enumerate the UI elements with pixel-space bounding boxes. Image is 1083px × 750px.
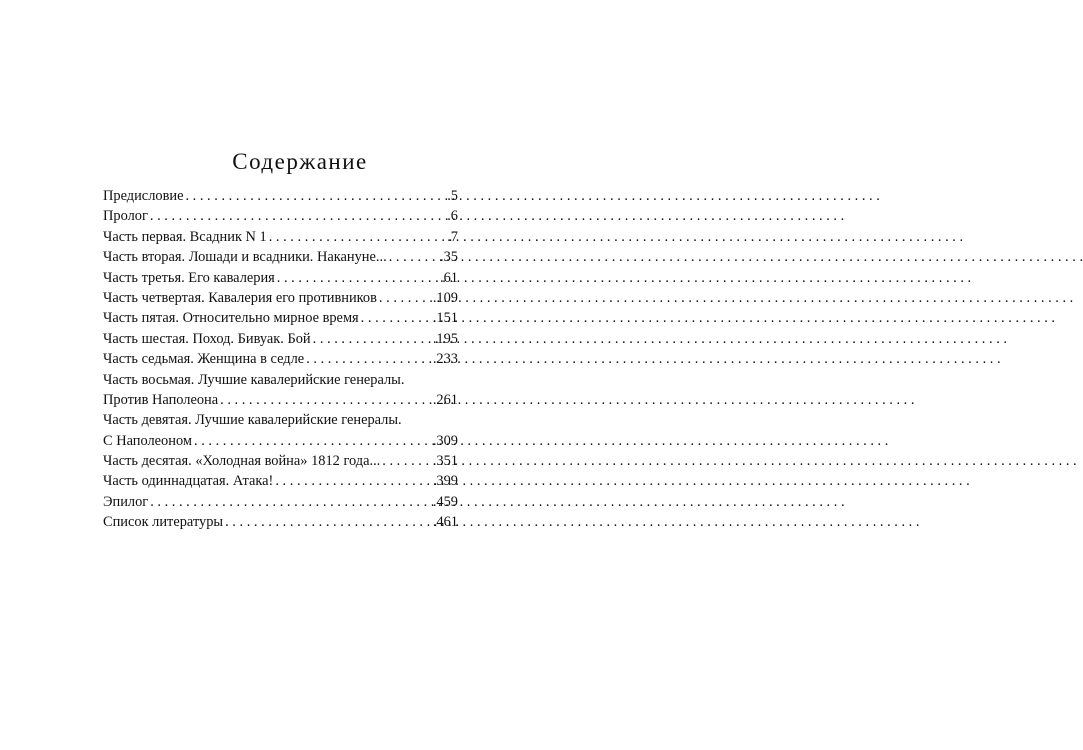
toc-entry-part-10 [103,451,458,471]
toc-entry-page: .61 [440,269,458,286]
toc-entry-label: Пролог [103,208,148,225]
dot-leader [223,512,433,532]
dot-leader [304,349,433,369]
toc-entry-label: Часть восьмая. Лучшие кавалерийские генералы. [103,371,405,388]
toc-entry-label: Часть девятая. Лучшие кавалерийские генералы. [103,412,402,429]
table-of-contents [103,186,458,533]
toc-entry-bibliography [103,512,458,532]
toc-entry-part-2 [103,247,458,267]
toc-entry-page: .35 [440,249,458,266]
toc-entry-part-9 [103,431,458,451]
toc-entry-label: Часть первая. Всадник N 1 [103,228,267,245]
toc-entry-page: .309 [432,432,458,449]
toc-entry-prologue [103,206,458,226]
toc-entry-label: Часть десятая. «Холодная война» 1812 года... [103,453,381,470]
toc-entry-label: Часть вторая. Лошади и всадники. Накануне... [103,249,387,266]
toc-entry-part-1 [103,227,458,247]
toc-entry-page: .233 [432,351,458,368]
toc-entry-page: .261 [432,391,458,408]
toc-entry-part-11 [103,471,458,491]
toc-entry-page: .459 [432,493,458,510]
dot-leader [183,186,447,206]
toc-entry-page: .399 [432,473,458,490]
toc-entry-page: .151 [432,310,458,327]
toc-entry-page: .461 [432,514,458,531]
toc-entry-label: Часть пятая. Относительно мирное время [103,310,359,327]
dot-leader [148,206,447,226]
dot-leader [377,288,433,308]
dot-leader [359,308,433,328]
toc-entry-part-8 [103,390,458,410]
toc-entry-part-8-line-1 [103,370,458,390]
toc-entry-label: Часть третья. Его кавалерия [103,269,275,286]
toc-entry-label: Часть седьмая. Женщина в седле [103,351,305,368]
toc-entry-page: .7 [447,228,458,245]
toc-entry-part-9-line-1 [103,410,458,430]
dot-leader [275,268,440,288]
toc-entry-label: Часть одиннадцатая. Атака! [103,473,274,490]
toc-entry-label: С Наполеоном [103,432,192,449]
toc-entry-label: Против Наполеона [103,391,219,408]
toc-entry-page: .195 [432,330,458,347]
toc-entry-part-6 [103,329,458,349]
toc-entry-epilogue [103,492,458,512]
dot-leader [148,492,433,512]
toc-entry-label: Эпилог [103,493,149,510]
toc-entry-part-5 [103,308,458,328]
page-title: Содержание [232,149,368,174]
dot-leader [218,390,433,410]
toc-entry-label: Список литературы [103,514,224,531]
toc-entry-part-3 [103,268,458,288]
dot-leader [380,451,433,471]
dot-leader [387,247,440,267]
toc-entry-page: .6 [447,208,458,225]
dot-leader [192,431,433,451]
toc-entry-part-4 [103,288,458,308]
toc-entry-label: Часть шестая. Поход. Бивуак. Бой [103,330,311,347]
toc-entry-part-7 [103,349,458,369]
toc-entry-page: .5 [447,188,458,204]
toc-entry-page: .351 [432,453,458,470]
toc-entry-label: Часть четвертая. Кавалерия его противников [103,289,377,306]
toc-entry-preface [103,186,458,206]
dot-leader [267,227,447,247]
dot-leader [273,471,432,491]
dot-leader [311,329,433,349]
toc-entry-page: .109 [432,289,458,306]
toc-entry-label: Предисловие [103,188,184,204]
